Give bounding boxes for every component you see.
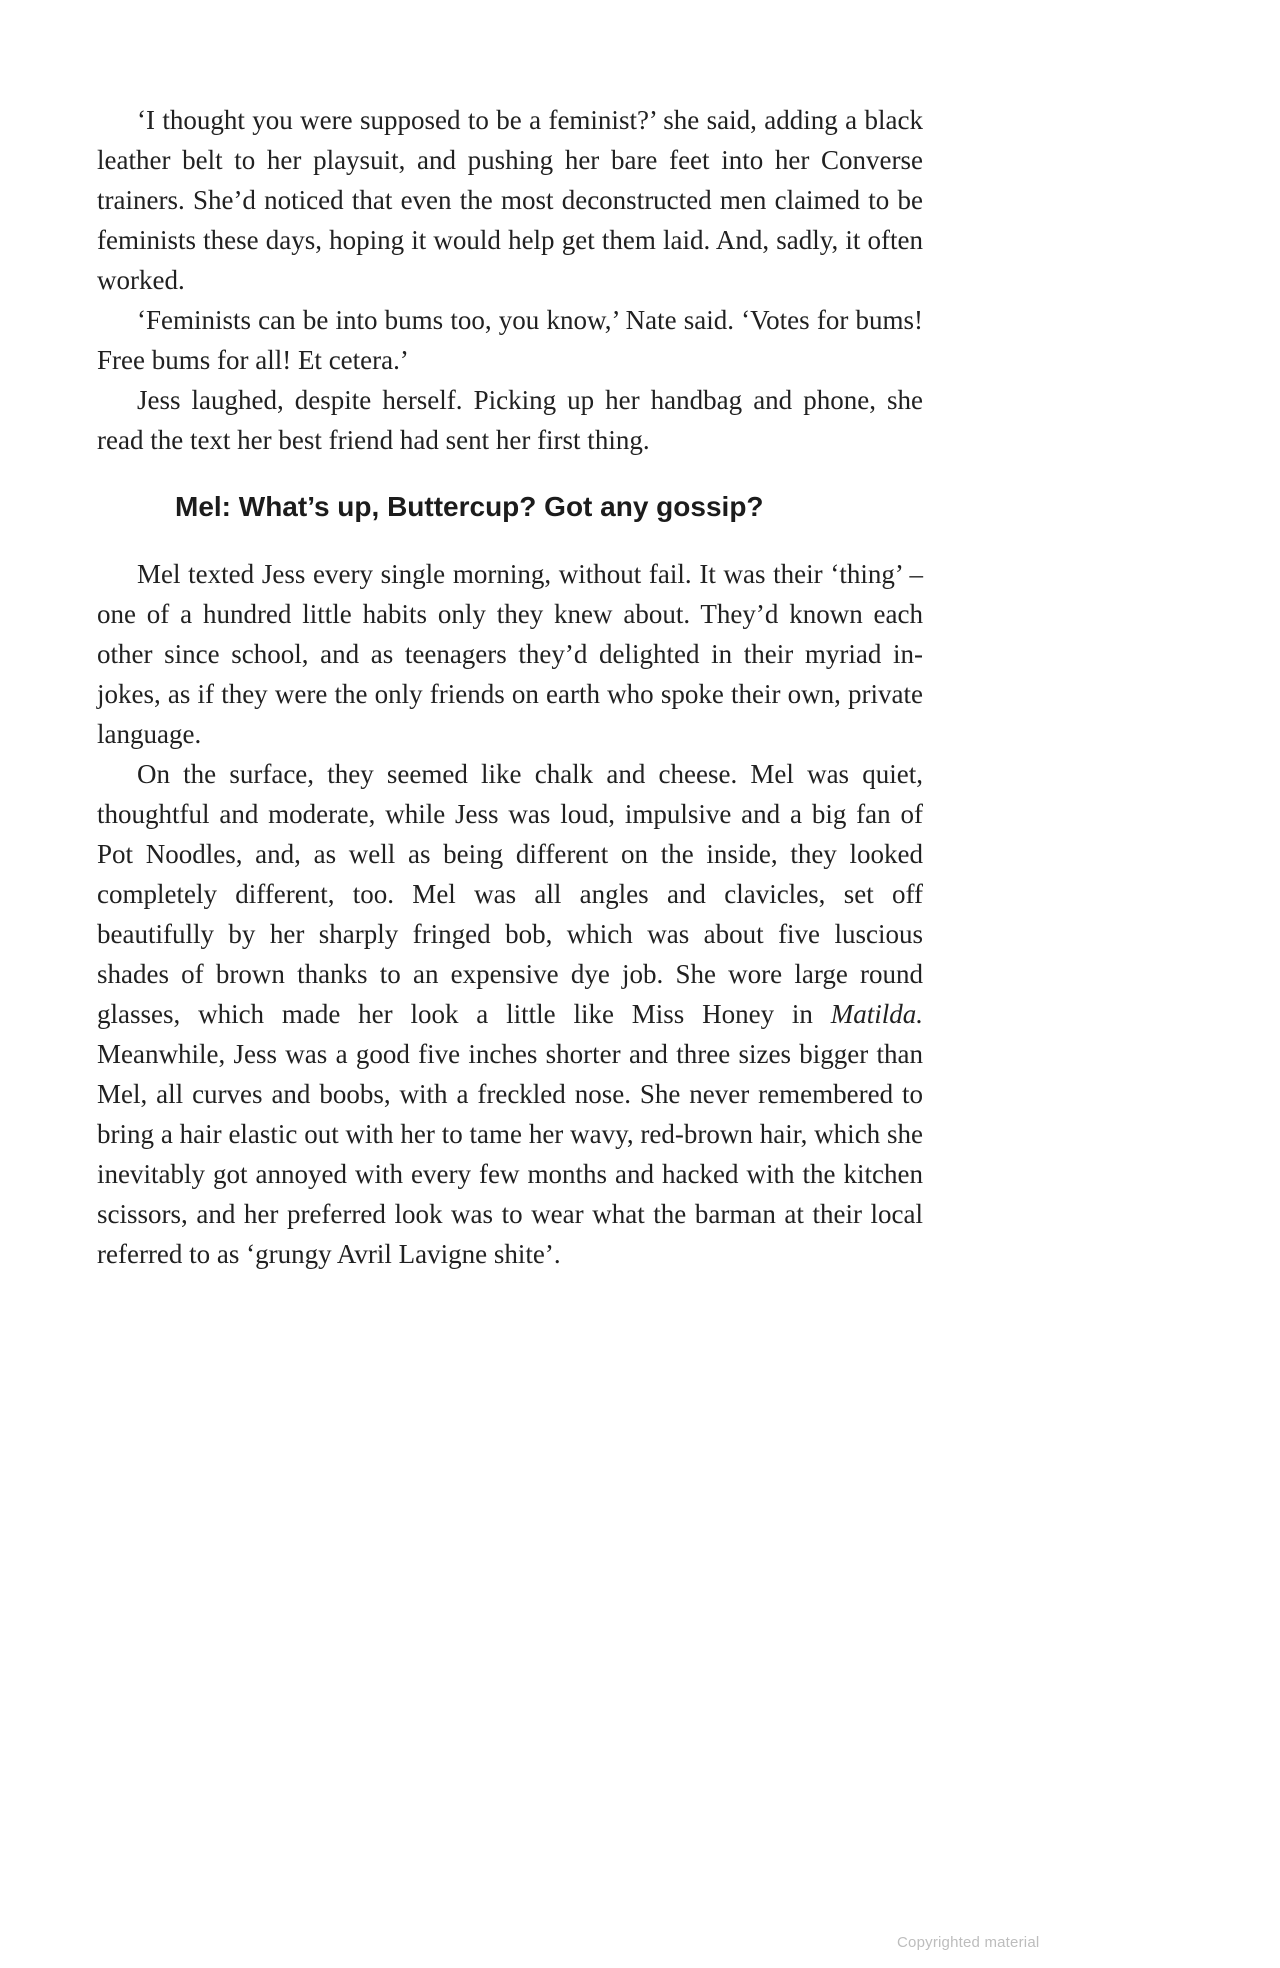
paragraph-1: ‘I thought you were supposed to be a feminist?’ she said, adding a black leather belt to her playsuit, and pushing her bare feet into her Converse trainers. She’d noticed that even the most deconstructed men claimed to be feminists these days, hoping it would help get them laid. And, sadly, it often worked. — [97, 105, 923, 295]
paragraph-5-text-before-title: On the surface, they seemed like chalk and cheese. Mel was quiet, thoughtful and moderate, while Jess was loud, impulsive and a big fan of Pot Noodles, and, as well as being different on the inside, they looked completely different, too. Mel was all angles and clavicles, set off beautifully by her sharply fringed bob, which was about five luscious shades of brown thanks to an expensive dye job. She wore large round glasses, which made her look a little like Miss Honey in — [97, 759, 923, 1029]
paragraph-4: Mel texted Jess every single morning, without fail. It was their ‘thing’ – one of a hundred little habits only they knew about. They’d known each other since school, and as teenagers they’d delighted in their myriad in-jokes, as if they were the only friends on earth who spoke their own, private language. — [97, 559, 923, 749]
paragraph-5 — [97, 754, 923, 1274]
paragraph-5-text-after-title: Meanwhile, Jess was a good five inches shorter and three sizes bigger than Mel, all curves and boobs, with a freckled nose. She never remembered to bring a hair elastic out with her to tame her wavy, red-brown hair, which she inevitably got annoyed with every few months and hacked with the kitchen scissors, and her preferred look was to wear what the barman at their local referred to as ‘grungy Avril Lavigne shite’. — [97, 1039, 923, 1269]
copyright-notice: Copyrighted material — [897, 1934, 1040, 1951]
paragraph-2: ‘Feminists can be into bums too, you know,’ Nate said. ‘Votes for bums! Free bums for all! Et cetera.’ — [97, 305, 923, 375]
text-message-line: Mel: What’s up, Buttercup? Got any gossip? — [175, 491, 764, 522]
page-text-block — [97, 100, 923, 1274]
book-title-matilda: Matilda. — [830, 999, 923, 1029]
paragraph-3: Jess laughed, despite herself. Picking up her handbag and phone, she read the text her best friend had sent her first thing. — [97, 385, 923, 455]
